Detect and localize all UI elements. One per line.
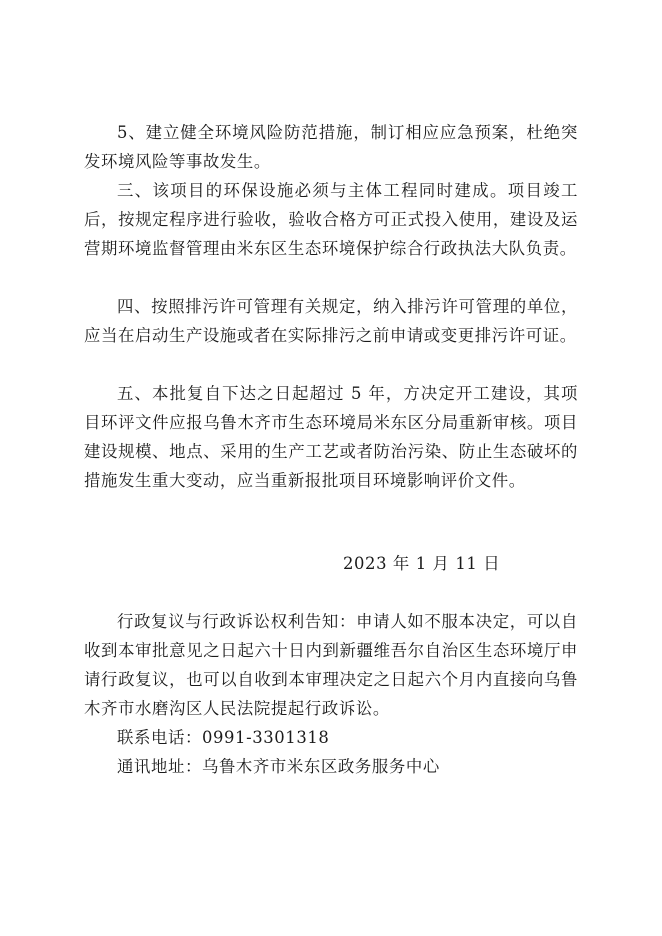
appeal-rights-notice: 行政复议与行政诉讼权利告知：申请人如不服本决定，可以自收到本审批意见之日起六十日内到新疆维吾尔自治区生态环境厅申请行政复议，也可以自收到本审理决定之日起六个月内直接向乌鲁木齐市水磨沟区人民法院提起行政诉讼。 [84, 612, 578, 718]
contact-address: 通讯地址：乌鲁木齐市米东区政务服务中心 [117, 757, 440, 776]
paragraph-section-four: 四、按照排污许可管理有关规定，纳入排污许可管理的单位，应当在启动生产设施或者在实际排污之前申请或变更排污许可证。 [84, 297, 578, 345]
paragraph-section-three: 三、该项目的环保设施必须与主体工程同时建成。项目竣工后，按规定程序进行验收，验收合格方可正式投入使用，建设及运营期环境监督管理由米东区生态环境保护综合行政执法大队负责。 [84, 181, 578, 258]
paragraph-section-five: 五、本批复自下达之日起超过 5 年，方决定开工建设，其项目环评文件应报乌鲁木齐市生态环境局米东区分局重新审核。项目建设规模、地点、采用的生产工艺或者防治污染、防止生态破坏的措施发生重大变动，应当重新报批项目环境影响评价文件。 [84, 384, 578, 490]
contact-phone: 联系电话：0991-3301318 [117, 728, 330, 747]
document-date: 2023 年 1 月 11 日 [343, 554, 501, 573]
paragraph-risk-measures: 5、建立健全环境风险防范措施，制订相应应急预案，杜绝突发环境风险等事故发生。 [84, 123, 578, 171]
